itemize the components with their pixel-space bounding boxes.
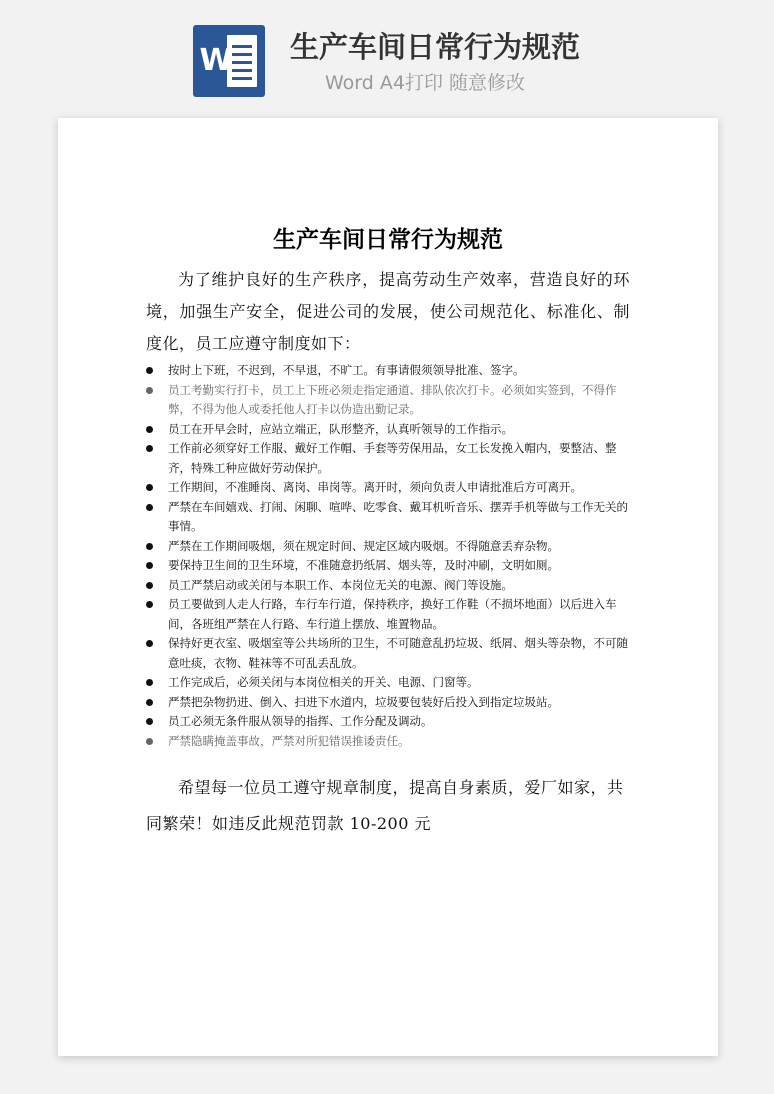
header-subtitle: Word A4打印 随意修改 (325, 72, 526, 94)
rule-item (146, 556, 630, 576)
rule-text: 员工考勤实行打卡，员工上下班必须走指定通道、排队依次打卡。必须如实签到，不得作弊，不得为他人或委托他人打卡以伪造出勤记录。 (168, 382, 617, 416)
rule-item (146, 537, 630, 557)
rule-item (146, 712, 630, 732)
intro-paragraph: 为了维护良好的生产秩序，提高劳动生产效率，营造良好的环境，加强生产安全，促进公司的发展，使公司规范化、标准化、制度化，员工应遵守制度如下： (146, 270, 630, 353)
bullet-icon (146, 543, 153, 550)
rule-item (146, 439, 630, 478)
document-title: 生产车间日常行为规范 (273, 227, 503, 253)
rule-text: 要保持卫生间的卫生环境，不准随意扔纸屑、烟头等，及时冲刷，文明如厕。 (168, 558, 559, 572)
bullet-icon (146, 679, 153, 686)
rule-item (146, 673, 630, 693)
rule-item (146, 381, 630, 420)
bullet-icon (146, 367, 153, 374)
word-document-icon (193, 25, 265, 97)
rule-item (146, 595, 630, 634)
bullet-icon (146, 562, 153, 569)
rule-text: 员工严禁启动或关闭与本职工作、本岗位无关的电源、阀门等设施。 (168, 577, 513, 592)
closing-paragraph: 希望每一位员工遵守规章制度，提高自身素质，爱厂如家，共同繁荣！如违反此规范罚款 10-200 元 (146, 778, 624, 833)
bullet-icon (146, 718, 153, 725)
rule-item (146, 420, 630, 440)
rule-item (146, 361, 630, 381)
page-header (0, 0, 774, 110)
bullet-icon (146, 504, 153, 511)
rule-text: 员工要做到人走人行路，车行车行道，保持秩序，换好工作鞋（不损坏地面）以后进入车间，各班组严禁在人行路、车行道上摆放、堆置物品。 (168, 597, 617, 631)
header-title: 生产车间日常行为规范 (290, 30, 581, 64)
rules-list (146, 361, 630, 751)
rule-item (146, 634, 630, 673)
rule-item (146, 576, 630, 596)
rule-text: 按时上下班，不迟到，不早退，不旷工。有事请假须领导批准、签字。 (168, 363, 525, 377)
bullet-icon (146, 426, 153, 433)
document-page (58, 118, 718, 1056)
rule-text: 严禁在工作期间吸烟，须在规定时间、规定区域内吸烟。不得随意丢弃杂物。 (168, 538, 559, 553)
rule-text: 工作完成后，必须关闭与本岗位相关的开关、电源、门窗等。 (168, 675, 479, 689)
rule-item (146, 732, 630, 752)
word-icon-letter: W (199, 43, 233, 78)
rule-item (146, 498, 630, 537)
rule-item (146, 693, 630, 713)
bullet-icon (146, 582, 153, 589)
rule-text: 员工在开早会时，应站立端正，队形整齐，认真听领导的工作指示。 (168, 421, 513, 436)
bullet-icon (146, 640, 153, 647)
bullet-icon (146, 601, 153, 608)
rule-text: 员工必须无条件服从领导的指挥、工作分配及调动。 (168, 714, 433, 728)
bullet-icon (146, 738, 153, 745)
rule-text: 严禁在车间嬉戏、打闹、闲聊、喧哗、吃零食、戴耳机听音乐、摆弄手机等做与工作无关的事情。 (168, 499, 628, 533)
bullet-icon (146, 484, 153, 491)
bullet-icon (146, 387, 153, 394)
bullet-icon (146, 699, 153, 706)
rule-item (146, 478, 630, 498)
rule-text: 工作前必须穿好工作服、戴好工作帽、手套等劳保用品，女工长发挽入帽内，要整洁、整齐，特殊工种应做好劳动保护。 (168, 441, 617, 475)
bullet-icon (146, 445, 153, 452)
rule-text: 严禁隐瞒掩盖事故，严禁对所犯错误推诿责任。 (168, 733, 410, 748)
rule-text: 严禁把杂物扔进、倒入、扫进下水道内，垃圾要包装好后投入到指定垃圾站。 (168, 694, 559, 709)
rule-text: 保持好更衣室、吸烟室等公共场所的卫生，不可随意乱扔垃圾、纸屑、烟头等杂物，不可随意吐痰，衣物、鞋袜等不可乱丢乱放。 (168, 636, 628, 670)
rule-text: 工作期间，不准睡岗、离岗、串岗等。离开时，须向负责人申请批准后方可离开。 (168, 480, 582, 494)
